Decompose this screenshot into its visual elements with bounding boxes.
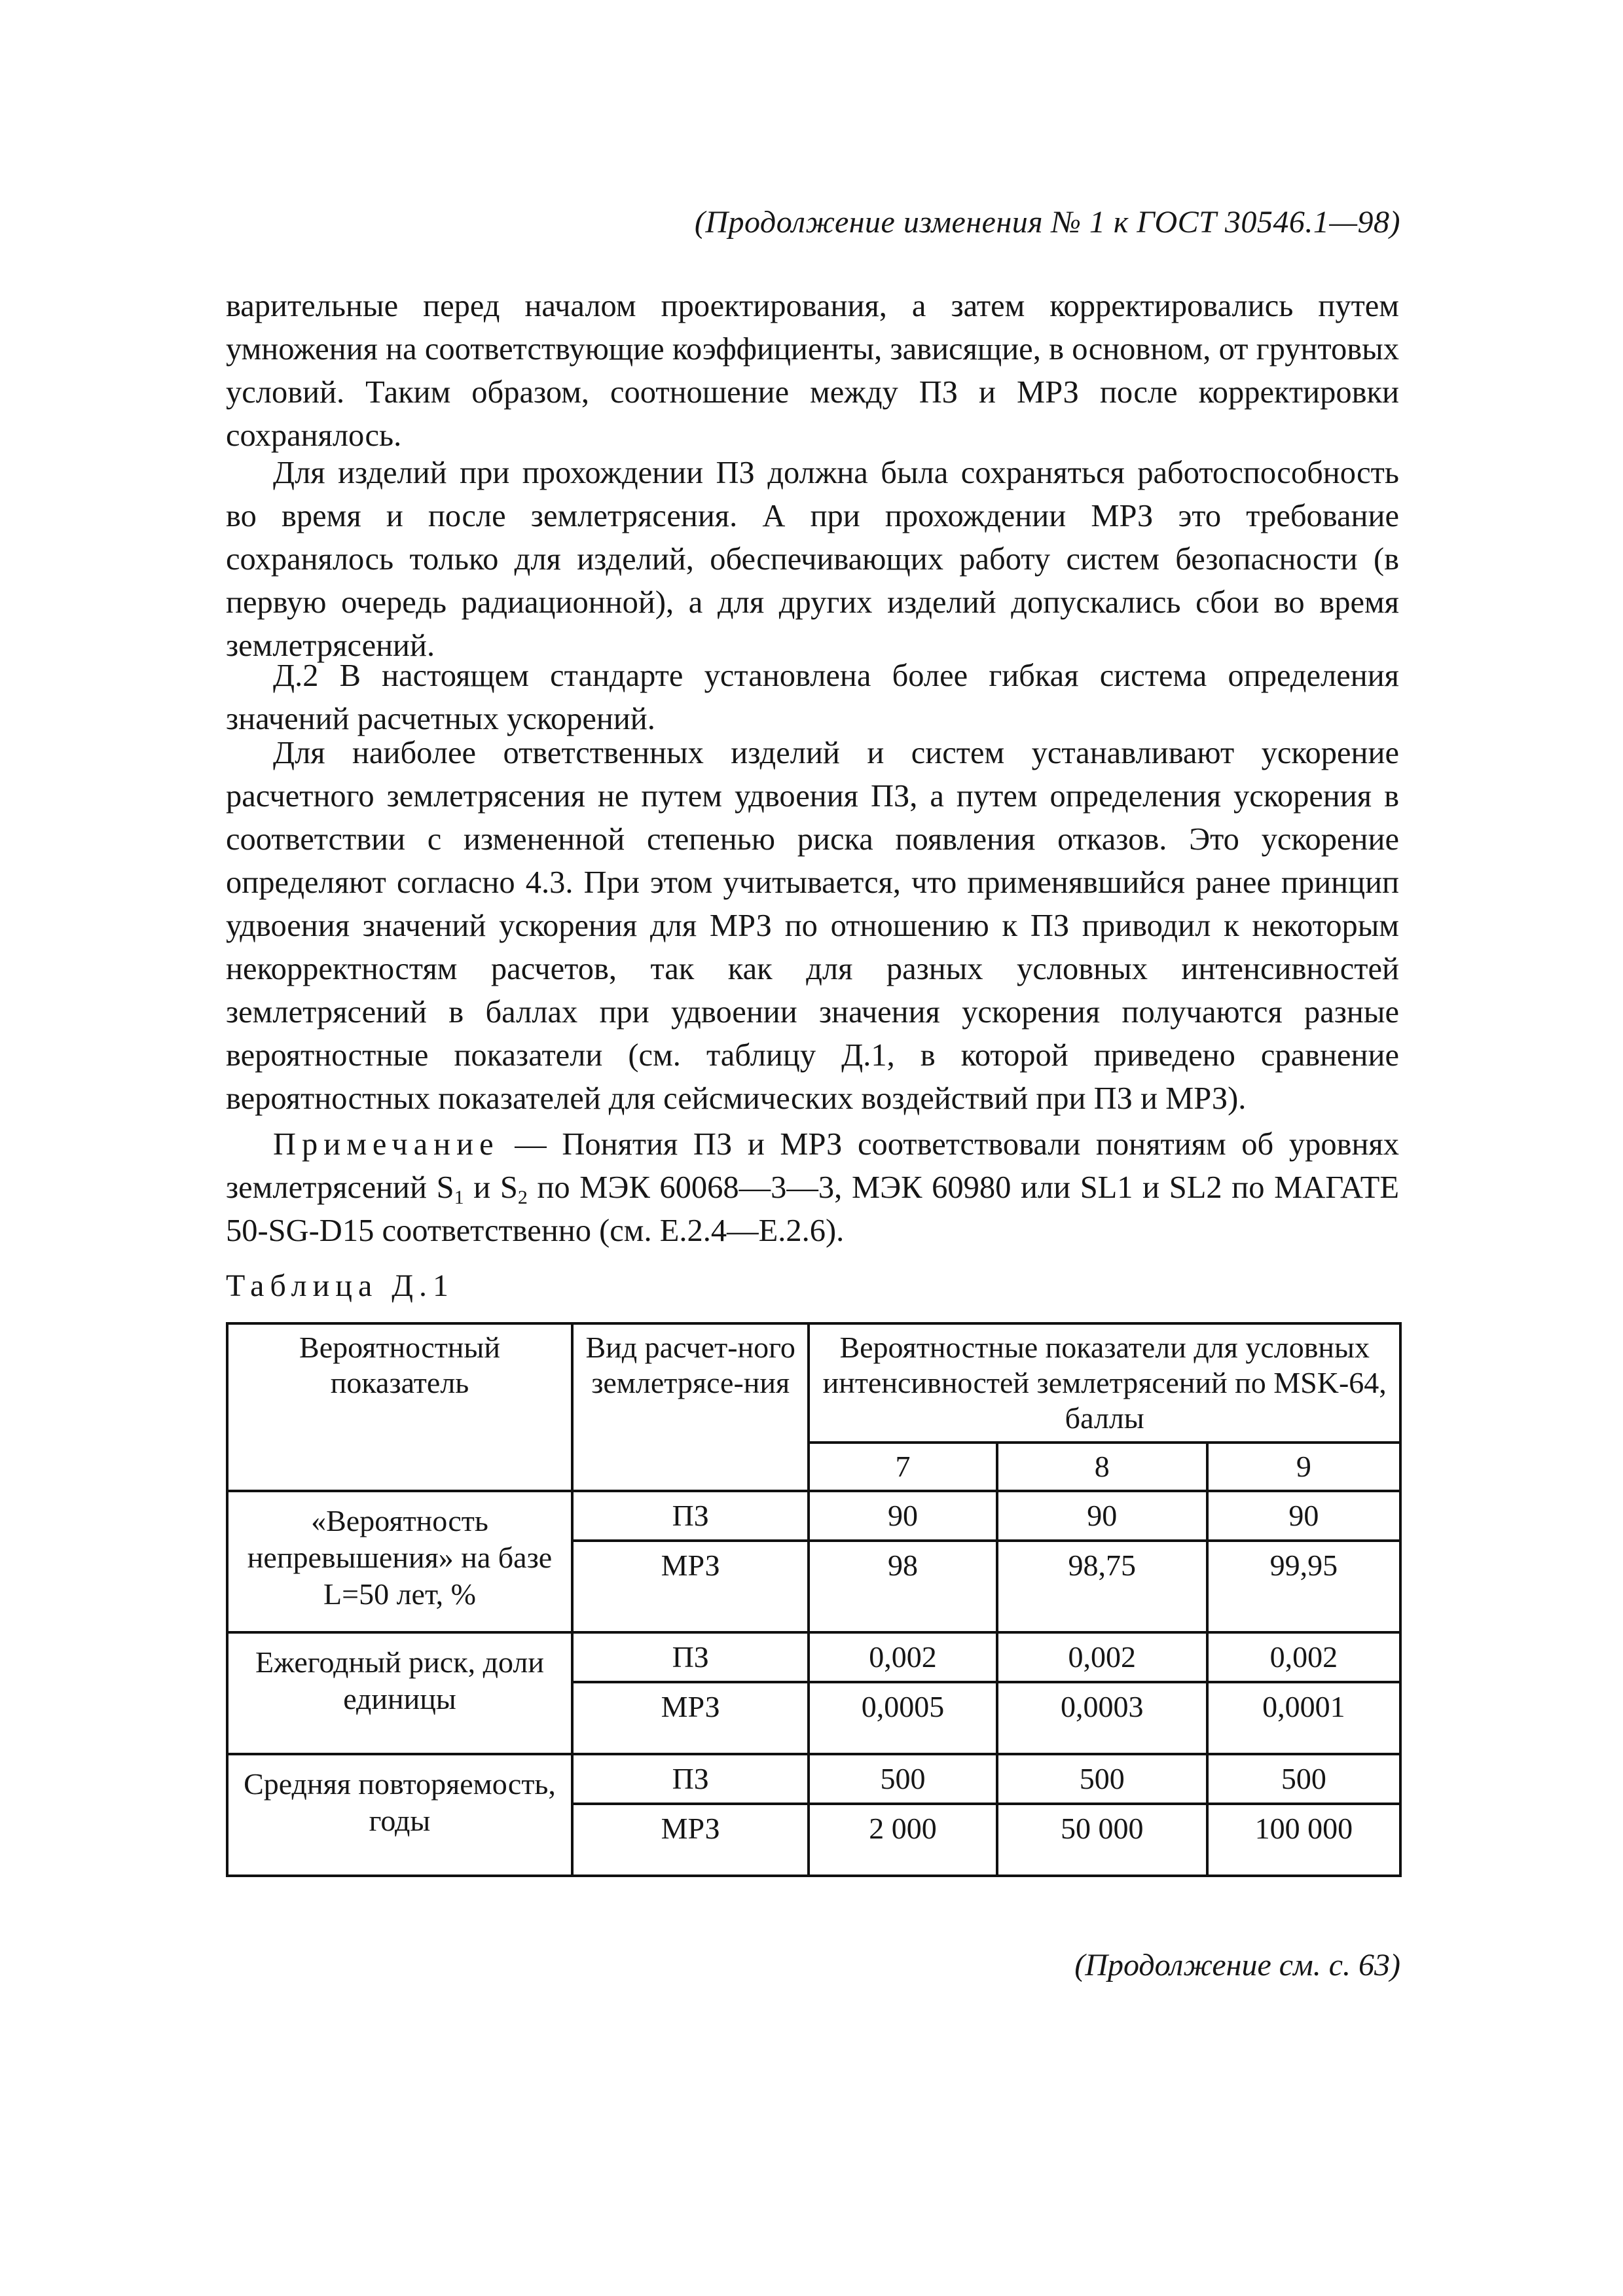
cell-value: 500 (1207, 1754, 1400, 1804)
row-indicator: Ежегодный риск, доли единицы (227, 1632, 572, 1754)
table-header-row (227, 1323, 1400, 1443)
paragraph-1-text: варительные перед началом проектирования, а затем корректировались путем умножения на соответствующие коэффициенты, зависящие, в основном, от грунтовых условий. Таким образом, соотношение между ПЗ и МРЗ после корректировки сохранялось. (226, 289, 1399, 453)
note-label: Примечание (273, 1127, 500, 1162)
cell-value: 0,0005 (809, 1682, 996, 1754)
cell-value: 98 (809, 1541, 996, 1632)
cell-value: 100 000 (1207, 1804, 1400, 1876)
paragraph-4-text: Для наиболее ответственных изделий и систем устанавливают ускорение расчетного землетрясения не путем удвоения ПЗ, а путем определения ускорения в соответствии с измененной степенью риска появления отказов. Это ускорение определяют согласно 4.3. При этом учитывается, что применявшийся ранее принцип удвоения значений ускорения для МРЗ по отношению к ПЗ приводил к некоторым некорректностям расчетов, так как для разных условных интенсивностей землетрясений в баллах при удвоении значения ускорения получаются разные вероятностные показатели (см. таблицу Д.1, в которой приведено сравнение вероятностных показателей для сейсмических воздействий при ПЗ и МРЗ). (226, 736, 1399, 1116)
cell-value: 2 000 (809, 1804, 996, 1876)
cell-value: 500 (997, 1754, 1207, 1804)
note-subscript-2: 2 (517, 1186, 528, 1209)
cell-type: ПЗ (572, 1632, 809, 1682)
paragraph-1 (226, 285, 1399, 457)
row-indicator: Средняя повторяемость, годы (227, 1754, 572, 1876)
cell-value: 0,002 (1207, 1632, 1400, 1682)
cell-value: 0,002 (809, 1632, 996, 1682)
row-indicator: «Вероятность непревышения» на базе L=50 лет, % (227, 1491, 572, 1632)
paragraph-2-text: Для изделий при прохождении ПЗ должна была сохраняться работоспособность во время и после землетрясения. А при прохождении МРЗ это требование сохранялось только для изделий, обеспечивающих работу систем безопасности (в первую очередь радиационной), а для других изделий допускались сбои во время землетрясений. (226, 456, 1399, 663)
cell-value: 90 (997, 1491, 1207, 1541)
cell-value: 500 (809, 1754, 996, 1804)
cell-type: МРЗ (572, 1541, 809, 1632)
cell-type: ПЗ (572, 1491, 809, 1541)
cell-value: 0,0003 (997, 1682, 1207, 1754)
cell-type: МРЗ (572, 1804, 809, 1876)
cell-value: 98,75 (997, 1541, 1207, 1632)
cell-type: ПЗ (572, 1754, 809, 1804)
header-indicator: Вероятностный показатель (227, 1323, 572, 1491)
table-caption: Таблица Д.1 (226, 1268, 455, 1303)
note-subscript-1: 1 (454, 1186, 464, 1209)
note-part-1: — Понятия ПЗ и МРЗ соответствовали понятиям об уровнях землетрясений S (226, 1127, 1399, 1205)
table-row (227, 1491, 1400, 1541)
paragraph-2 (226, 452, 1399, 668)
note-text (226, 1123, 1399, 1253)
note (226, 1123, 1399, 1253)
note-part-3: по МЭК 60068—3—3, МЭК 60980 или SL1 и SL2 по МАГАТЕ 50-SG-D15 соответственно (см. Е.2.4—Е.2.6). (226, 1170, 1399, 1248)
note-part-2: и S (464, 1170, 518, 1205)
cell-value: 90 (809, 1491, 996, 1541)
continuation-note: (Продолжение см. с. 63) (1074, 1948, 1400, 1982)
table-row (227, 1632, 1400, 1682)
running-header: (Продолжение изменения № 1 к ГОСТ 30546.1—98) (694, 205, 1400, 240)
header-level-7: 7 (809, 1443, 996, 1491)
cell-value: 0,0001 (1207, 1682, 1400, 1754)
paragraph-d2 (226, 655, 1399, 741)
probability-table (226, 1322, 1402, 1877)
cell-value: 50 000 (997, 1804, 1207, 1876)
paragraph-d2-text: Д.2 В настоящем стандарте установлена более гибкая система определения значений расчетных ускорений. (226, 658, 1399, 736)
cell-value: 0,002 (997, 1632, 1207, 1682)
header-group: Вероятностные показатели для условных интенсивностей землетрясений по MSK-64, баллы (809, 1323, 1400, 1443)
header-level-9: 9 (1207, 1443, 1400, 1491)
header-level-8: 8 (997, 1443, 1207, 1491)
cell-value: 90 (1207, 1491, 1400, 1541)
cell-value: 99,95 (1207, 1541, 1400, 1632)
header-quake-type: Вид расчет-ного землетрясе-ния (572, 1323, 809, 1491)
table-row (227, 1754, 1400, 1804)
cell-type: МРЗ (572, 1682, 809, 1754)
paragraph-4 (226, 732, 1399, 1121)
